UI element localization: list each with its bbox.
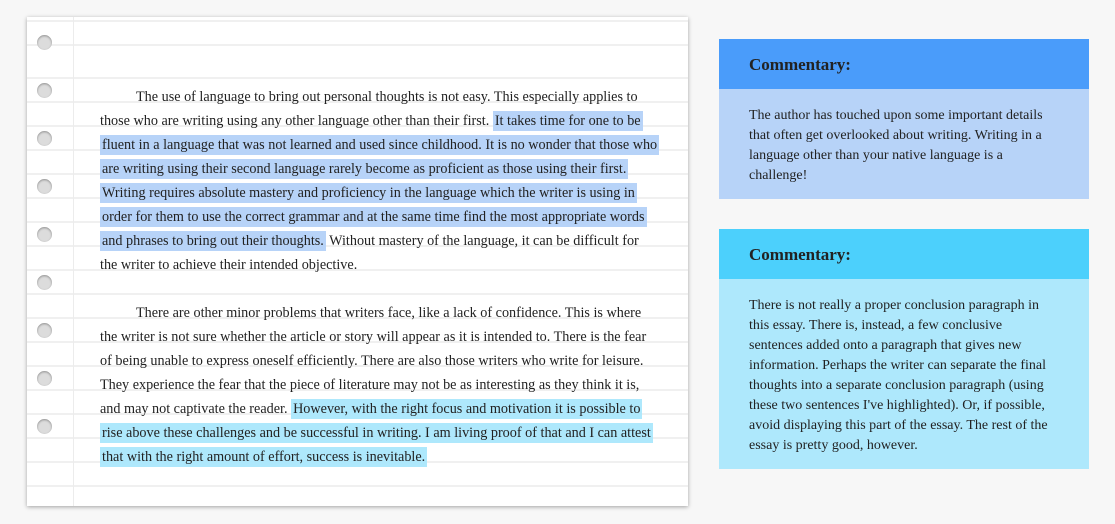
binder-hole-icon [37,179,52,194]
essay-text-segment: Without mastery of the language, it can be difficult for the writer to achieve their intended objective. [100,233,639,273]
essay-text-segment: The use of language to bring out personal thoughts is not easy. This especially applies to those who are writing using any other language other than their first. [100,89,638,129]
binder-hole-icon [37,227,52,242]
essay-text [100,85,658,469]
binder-hole-icon [37,419,52,434]
binder-hole-icon [37,371,52,386]
binder-hole-icon [37,275,52,290]
commentary-text: There is not really a proper conclusion paragraph in this essay. There is, instead, a few conclusive sentences added onto a paragraph that gives new information. Perhaps the writer can separate the final thoughts into a separate conclusion paragraph (using these two sentences I've highlighted). Or, if possible, avoid displaying this part of the essay. The rest of the essay is pretty good, however. [719,279,1089,469]
commentary-title: Commentary: [719,229,1089,279]
binder-hole-icon [37,83,52,98]
commentary-title: Commentary: [719,39,1089,89]
essay-paragraph-2 [100,301,658,469]
commentary-card-2 [719,229,1089,469]
highlight-cyan[interactable]: However, with the right focus and motivation it is possible to rise above these challenges and be successful in writing. I am living proof of that and I can attest that with the right amount of effort, success is inevitable. [102,401,651,465]
highlight-blue[interactable]: It takes time for one to be fluent in a language that was not learned and used since childhood. It is no wonder that those who are writing using their second language rarely become as proficient as those using their first. Writing requires absolute mastery and proficiency in the language which the writer is using in order for them to use the correct grammar and at the same time find the most appropriate words and phrases to bring out their thoughts. [102,113,658,249]
commentary-text: The author has touched upon some important details that often get overlooked about writing. Writing in a language other than your native language is a challenge! [719,89,1089,199]
essay-paper [27,17,688,506]
essay-paragraph-1 [100,85,658,277]
binder-hole-icon [37,35,52,50]
commentary-card-1 [719,39,1089,199]
binder-hole-icon [37,131,52,146]
binder-hole-icon [37,323,52,338]
essay-text-segment: There are other minor problems that writers face, like a lack of confidence. This is where the writer is not sure whether the article or story will appear as it is intended to. There is the fear of being unable to express oneself efficiently. There are also those writers who write for leisure. They experience the fear that the piece of literature may not be as interesting as they think it is, and may not captivate the reader. [100,305,647,417]
